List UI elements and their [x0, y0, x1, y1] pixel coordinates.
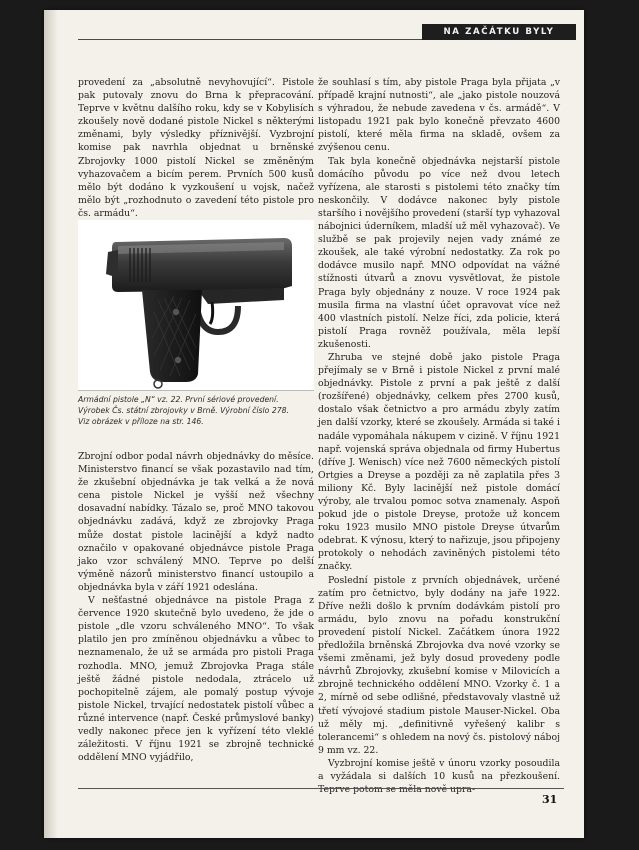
caption-line: Armádní pistole „N“ vz. 22. První sériové provedení.: [78, 395, 279, 404]
left-column-top: [78, 76, 314, 220]
paragraph: V nešťastné objednávce na pistole Praga z července 1920 skutečně bylo uvedeno, že jde o pistole „dle vzoru schváleného MNO“. To však platilo jen pro zmíněnou objednávku a vůbec to neznamenalo, že už se armáda pro pistoli Praga rozhodla. MNO, jemuž Zbrojovka Praga stále ještě žádné pistole nedodala, ztrácelo už pochopitelně zájem, ale pomalý postup vývoje pistole Nickel, trvající nedostatek pistolí vůbec a různé intervence (např. České průmyslové banky) vedly nakonec přece jen k vyřízení této vleklé záležitosti. V říjnu 1921 se zbrojně technické oddělení MNO vyjádřilo,: [78, 595, 314, 764]
page-number: 31: [542, 793, 558, 806]
page-gutter-shadow: [44, 10, 58, 838]
pistol-illustration: [78, 220, 314, 390]
footer-rule: [78, 788, 564, 789]
running-header: NA ZAČÁTKU BYLY PISTOLE: [422, 24, 576, 40]
figure-caption: [78, 394, 314, 427]
paragraph: Poslední pistole z prvních objednávek, určené zatím pro četnictvo, byly dodány na jaře 1922. Dříve nežli došlo k prvním dodávkám pistolí pro armádu, bylo znovu na pořadu konstrukční provedení pistolí Nickel. Začátkem února 1922 předložila brněnská Zbrojovka dva nové vzorky se všemi změnami, jež byly dosud provedeny podle návrhů Zbrojovky, zkušební komise v Milovicích a zbrojně technického oddělení MNO. Vzorky č. 1 a 2, mírně od sebe odlišné, představovaly vlastně už třetí vývojové stadium pistole Mauser-Nickel. Oba už měly mj. „definitivně vyřešený kalibr s tolerancemi“ s ohledem na nový čs. pistolový náboj 9 mm vz. 22.: [318, 574, 560, 756]
paragraph: Zbrojní odbor podal návrh objednávky do měsíce. Ministerstvo financí se však pozastavilo nad tím, že zkušební objednávka je tak velká a že nová cena pistole Nickel je vyšší než všechny dosavadní nabídky. Tázalo se, proč MNO takovou objednávku zadává, když ze zbrojovky Praga může dostat pistole lacinější a když nadto označilo v opakované objednávce pistole Praga jako vzor schválený MNO. Teprve po delší výměně názorů ministerstvo financí ustoupilo a objednávka byla v září 1921 odeslána.: [78, 451, 314, 593]
right-column: [318, 76, 560, 796]
paragraph: Zhruba ve stejné době jako pistole Praga přejímaly se v Brně i pistole Nickel z první malé objednávky. Pistole z první a pak ještě z další (rozšířené) objednávky, celkem přes 2700 kusů, dostalo však četnictvo a pro armádu zbyly zatím jen další vzorky, které se zkoušely. Armáda si také i nadále vypomáhala nákupem v cizině. V říjnu 1921 např. vojenská správa objednala od firmy Hubertus (dříve J. Wenisch) více než 7600 německých pistolí Ortgies a Dreyse a později za ně zaplatila přes 3 miliony Kč. Byly lacinější než pistole domácí výroby, ale trvalou pomoc sotva znamenaly. Aspoň pokud jde o pistole Dreyse, protože už koncem roku 1923 musilo MNO pistole Dreyse útvarům odebrat. K výnosu, který to nařizuje, jsou připojeny protokoly o nehodách zaviněných pistolemi této značky.: [318, 351, 560, 573]
caption-line: Viz obrázek v příloze na str. 146.: [78, 417, 204, 426]
paragraph: provedení za „absolutně nevyhovující“. Pistole pak putovaly znovu do Brna k přepracování. Teprve v květnu dalšího roku, kdy se v Kobylisích zkoušely nově dodané pistole Nickel s některými změnami, byly výsledky příznivější. Vyzbrojní komise pak navrhla objednat u brněnské Zbrojovky 1000 pistolí Nickel se změněným vyhazovačem a bicím perem. Prvních 500 kusů mělo být dodáno k vyzkoušení u vojsk, načež mělo být „rozhodnuto o zavedení této pistole pro čs. armádu“.: [78, 77, 314, 219]
paragraph: Vyzbrojní komise ještě v únoru vzorky posoudila a vyžádala si dalších 10 kusů na přezkoušení. Teprve potom se měla nově upra-: [318, 757, 560, 796]
header-rule: [78, 39, 422, 40]
book-page: [44, 10, 584, 838]
pistol-photograph: [78, 220, 314, 391]
left-column-bottom: [78, 450, 314, 764]
paragraph: Tak byla konečně objednávka nejstarší pistole domácího původu po více než dvou letech vyřízena, ale starosti s pistolemi této značky tím neskončily. V dodávce nakonec byly pistole staršího i novějšího provedení (starší typ vyhazoval nábojnici úderníkem, mladší už měl vyhazovač). Ve službě se pak projevily nejen vady známé ze zkoušek, ale také výrobní nedostatky. Za rok po dodávce musilo např. MNO odpovídat na vážné stížnosti útvarů a znovu vysvětlovat, že pistole Praga byly objednány z nouze. V roce 1924 pak musila firma na vlastní účet opravovat více než 400 vlastních pistolí. Nelze říci, zda policie, která pistolí Praga rovněž používala, měla lepší zkušenosti.: [318, 155, 560, 350]
paragraph: že souhlasí s tím, aby pistole Praga byla přijata „v případě krajní nutnosti“, ale „jako pistole nouzová s výhradou, že nebude zavedena v čs. armádě“. V listopadu 1921 pak bylo konečně převzato 4600 pistolí, které měla firma na skladě, ovšem za zvýšenou cenu.: [318, 77, 560, 154]
caption-line: Výrobek Čs. státní zbrojovky v Brně. Výrobní číslo 278.: [78, 406, 289, 415]
